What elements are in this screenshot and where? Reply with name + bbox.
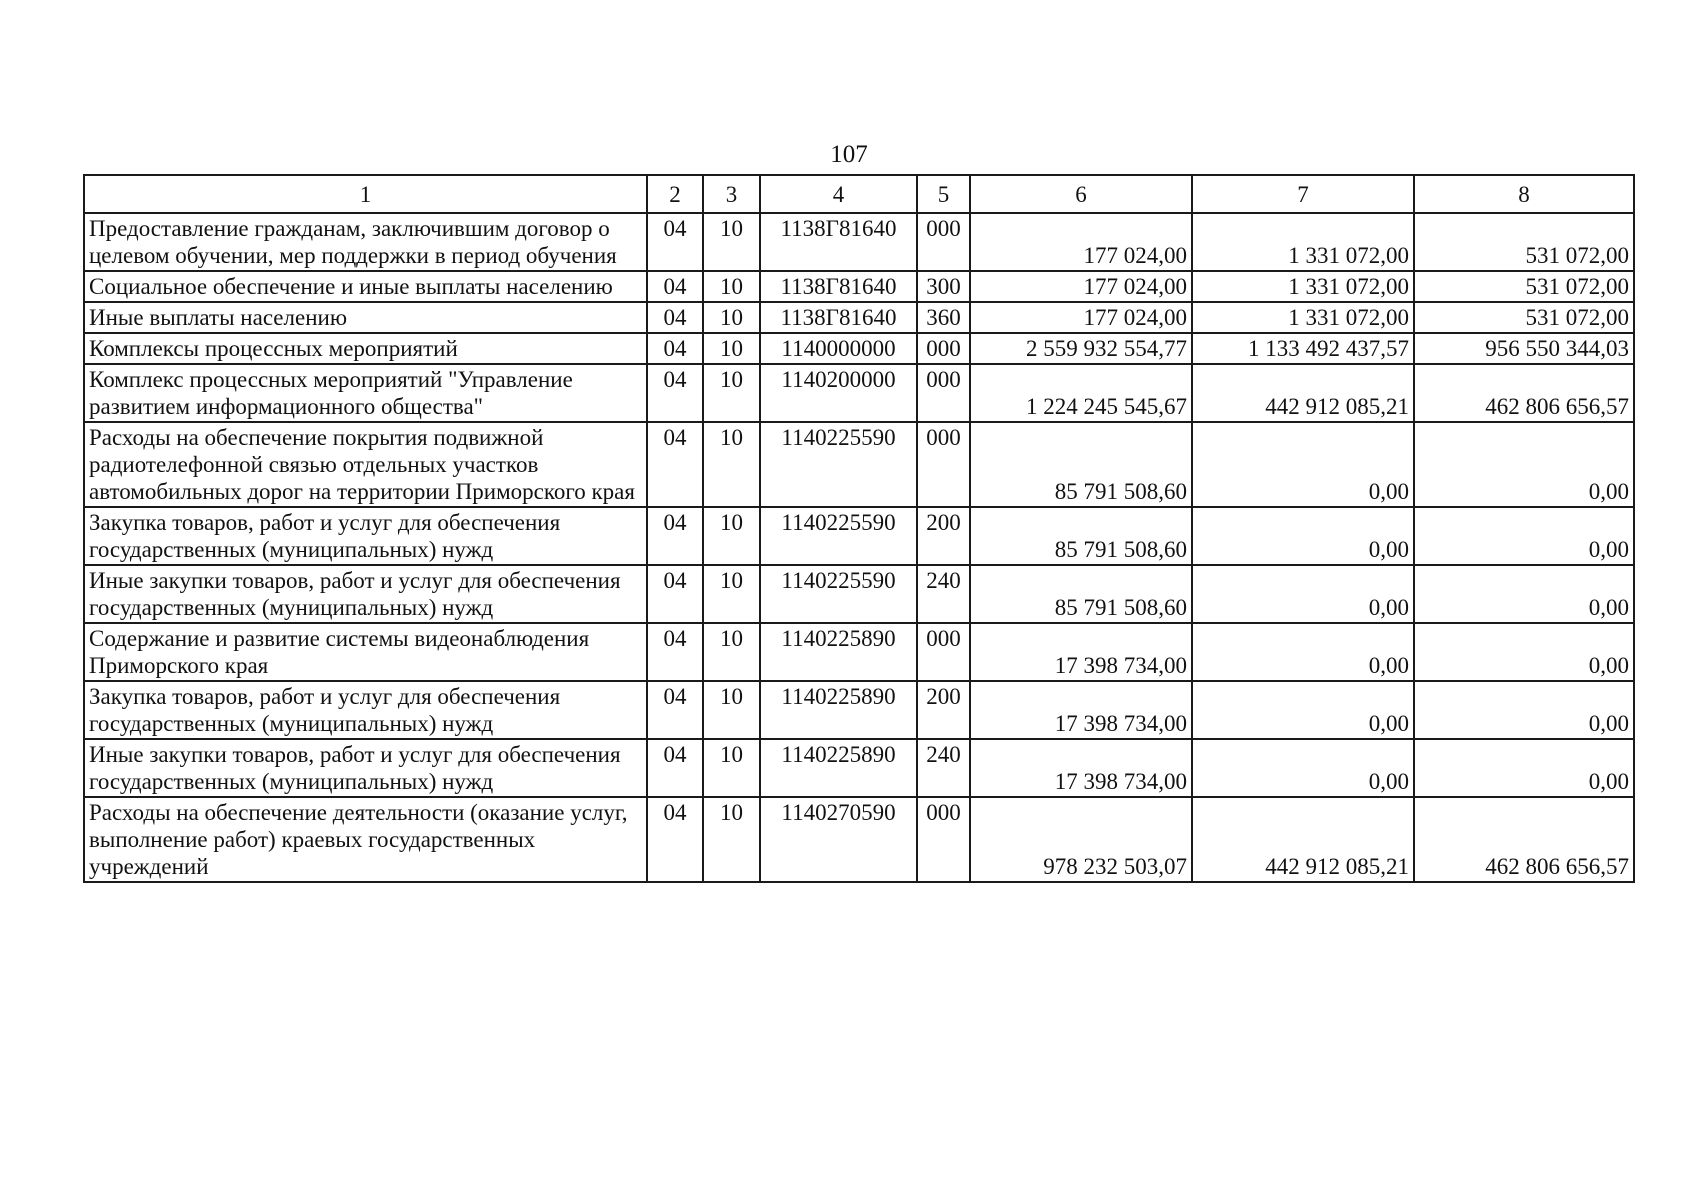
header-row	[84, 175, 1634, 213]
subsection-code: 10	[703, 507, 760, 565]
table-row	[84, 364, 1634, 422]
budget-table	[83, 174, 1635, 883]
table-row	[84, 507, 1634, 565]
table-row	[84, 797, 1634, 882]
amount-col-7: 0,00	[1192, 681, 1414, 739]
subsection-code: 10	[703, 623, 760, 681]
target-article-code: 1140225890	[760, 623, 917, 681]
subsection-code: 10	[703, 422, 760, 507]
section-code: 04	[647, 422, 703, 507]
section-code: 04	[647, 565, 703, 623]
amount-col-7: 0,00	[1192, 422, 1414, 507]
amount-col-8: 531 072,00	[1414, 213, 1634, 271]
section-code: 04	[647, 302, 703, 333]
section-code: 04	[647, 271, 703, 302]
table-row	[84, 681, 1634, 739]
amount-col-7: 0,00	[1192, 507, 1414, 565]
target-article-code: 1138Г81640	[760, 302, 917, 333]
table-row	[84, 739, 1634, 797]
column-header: 6	[970, 175, 1192, 213]
expense-type-code: 200	[917, 681, 970, 739]
expense-name: Предоставление гражданам, заключившим договор о целевом обучении, мер поддержки в период обучения	[84, 213, 647, 271]
table-row	[84, 213, 1634, 271]
expense-type-code: 000	[917, 797, 970, 882]
expense-name: Иные выплаты населению	[84, 302, 647, 333]
subsection-code: 10	[703, 271, 760, 302]
expense-type-code: 000	[917, 213, 970, 271]
expense-type-code: 240	[917, 565, 970, 623]
subsection-code: 10	[703, 565, 760, 623]
table-row	[84, 422, 1634, 507]
amount-col-7: 1 133 492 437,57	[1192, 333, 1414, 364]
subsection-code: 10	[703, 213, 760, 271]
amount-col-7: 1 331 072,00	[1192, 271, 1414, 302]
table-row	[84, 271, 1634, 302]
amount-col-7: 0,00	[1192, 623, 1414, 681]
amount-col-8: 462 806 656,57	[1414, 364, 1634, 422]
target-article-code: 1140270590	[760, 797, 917, 882]
subsection-code: 10	[703, 739, 760, 797]
amount-col-6: 17 398 734,00	[970, 681, 1192, 739]
expense-type-code: 360	[917, 302, 970, 333]
subsection-code: 10	[703, 797, 760, 882]
column-header: 1	[84, 175, 647, 213]
expense-name: Содержание и развитие системы видеонаблюдения Приморского края	[84, 623, 647, 681]
column-header: 8	[1414, 175, 1634, 213]
column-header: 5	[917, 175, 970, 213]
amount-col-6: 85 791 508,60	[970, 565, 1192, 623]
expense-type-code: 000	[917, 333, 970, 364]
column-header: 3	[703, 175, 760, 213]
target-article-code: 1140200000	[760, 364, 917, 422]
amount-col-7: 442 912 085,21	[1192, 364, 1414, 422]
page-number: 107	[830, 141, 868, 168]
amount-col-6: 17 398 734,00	[970, 623, 1192, 681]
table-row	[84, 623, 1634, 681]
amount-col-8: 0,00	[1414, 739, 1634, 797]
section-code: 04	[647, 507, 703, 565]
target-article-code: 1140000000	[760, 333, 917, 364]
table-row	[84, 302, 1634, 333]
amount-col-6: 17 398 734,00	[970, 739, 1192, 797]
amount-col-8: 0,00	[1414, 565, 1634, 623]
expense-name: Иные закупки товаров, работ и услуг для обеспечения государственных (муниципальных) нужд	[84, 565, 647, 623]
amount-col-7: 0,00	[1192, 565, 1414, 623]
column-header: 2	[647, 175, 703, 213]
amount-col-6: 978 232 503,07	[970, 797, 1192, 882]
section-code: 04	[647, 797, 703, 882]
subsection-code: 10	[703, 681, 760, 739]
target-article-code: 1140225590	[760, 422, 917, 507]
amount-col-6: 1 224 245 545,67	[970, 364, 1192, 422]
subsection-code: 10	[703, 302, 760, 333]
amount-col-6: 2 559 932 554,77	[970, 333, 1192, 364]
expense-name: Комплексы процессных мероприятий	[84, 333, 647, 364]
amount-col-6: 85 791 508,60	[970, 422, 1192, 507]
section-code: 04	[647, 364, 703, 422]
amount-col-8: 531 072,00	[1414, 271, 1634, 302]
amount-col-6: 85 791 508,60	[970, 507, 1192, 565]
expense-name: Социальное обеспечение и иные выплаты населению	[84, 271, 647, 302]
expense-name: Комплекс процессных мероприятий "Управление развитием информационного общества"	[84, 364, 647, 422]
expense-type-code: 000	[917, 422, 970, 507]
amount-col-6: 177 024,00	[970, 213, 1192, 271]
target-article-code: 1138Г81640	[760, 271, 917, 302]
section-code: 04	[647, 333, 703, 364]
amount-col-8: 956 550 344,03	[1414, 333, 1634, 364]
target-article-code: 1138Г81640	[760, 213, 917, 271]
subsection-code: 10	[703, 333, 760, 364]
amount-col-6: 177 024,00	[970, 271, 1192, 302]
amount-col-8: 0,00	[1414, 507, 1634, 565]
amount-col-7: 1 331 072,00	[1192, 302, 1414, 333]
expense-name: Закупка товаров, работ и услуг для обеспечения государственных (муниципальных) нужд	[84, 507, 647, 565]
expense-type-code: 000	[917, 623, 970, 681]
expense-type-code: 300	[917, 271, 970, 302]
column-header: 4	[760, 175, 917, 213]
section-code: 04	[647, 681, 703, 739]
target-article-code: 1140225890	[760, 681, 917, 739]
section-code: 04	[647, 623, 703, 681]
target-article-code: 1140225890	[760, 739, 917, 797]
section-code: 04	[647, 739, 703, 797]
amount-col-6: 177 024,00	[970, 302, 1192, 333]
table-row	[84, 565, 1634, 623]
amount-col-7: 1 331 072,00	[1192, 213, 1414, 271]
expense-name: Расходы на обеспечение покрытия подвижной радиотелефонной связью отдельных участков автомобильных дорог на территории Приморского края	[84, 422, 647, 507]
amount-col-8: 531 072,00	[1414, 302, 1634, 333]
expense-type-code: 200	[917, 507, 970, 565]
expense-name: Закупка товаров, работ и услуг для обеспечения государственных (муниципальных) нужд	[84, 681, 647, 739]
amount-col-8: 462 806 656,57	[1414, 797, 1634, 882]
amount-col-7: 442 912 085,21	[1192, 797, 1414, 882]
amount-col-8: 0,00	[1414, 422, 1634, 507]
column-header: 7	[1192, 175, 1414, 213]
amount-col-8: 0,00	[1414, 681, 1634, 739]
expense-type-code: 240	[917, 739, 970, 797]
expense-name: Расходы на обеспечение деятельности (оказание услуг, выполнение работ) краевых государственных учреждений	[84, 797, 647, 882]
table-row	[84, 333, 1634, 364]
amount-col-7: 0,00	[1192, 739, 1414, 797]
target-article-code: 1140225590	[760, 507, 917, 565]
target-article-code: 1140225590	[760, 565, 917, 623]
subsection-code: 10	[703, 364, 760, 422]
amount-col-8: 0,00	[1414, 623, 1634, 681]
expense-name: Иные закупки товаров, работ и услуг для обеспечения государственных (муниципальных) нужд	[84, 739, 647, 797]
section-code: 04	[647, 213, 703, 271]
expense-type-code: 000	[917, 364, 970, 422]
